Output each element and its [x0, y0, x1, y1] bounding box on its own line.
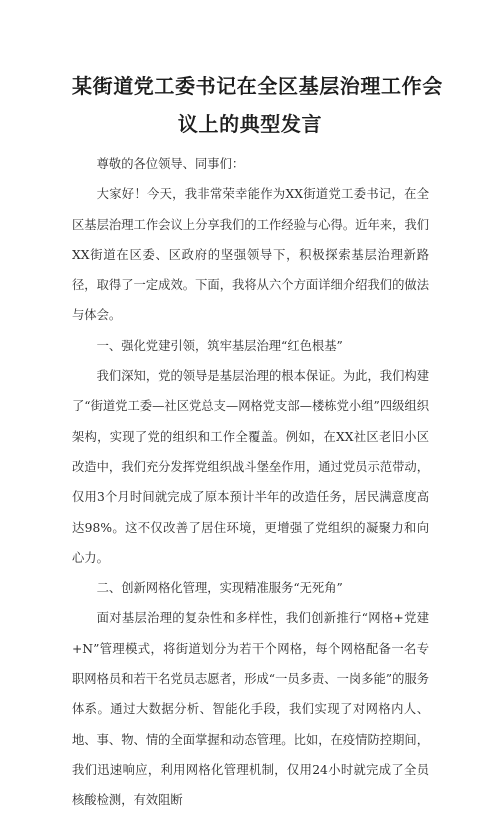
- document-body: [72, 149, 429, 816]
- section-1-paragraph: 我们深知，党的领导是基层治理的根本保证。为此，我们构建了“街道党工委—社区党总支—网格党支部—楼栋党小组”四级组织架构，实现了党的组织和工作全覆盖。例如，在XX社区老旧小区改造中，我们充分发挥党组织战斗堡垒作用，通过党员示范带动，仅用3个月时间就完成了原本预计半年的改造任务，居民满意度高达98%。这不仅改善了居住环境，更增强了党组织的凝聚力和向心力。: [72, 369, 429, 565]
- salutation-paragraph: 尊敬的各位领导、同事们：: [96, 157, 245, 171]
- intro-paragraph: 大家好！今天，我非常荣幸能作为XX街道党工委书记，在全区基层治理工作会议上分享我们的工作经验与心得。近年来，我们XX街道在区委、区政府的坚强领导下，积极探索基层治理新路径，取得了一定成效。下面，我将从六个方面详细介绍我们的做法与体会。: [72, 187, 429, 323]
- document-title-line-1: 某街道党工委书记在全区基层治理工作会: [72, 74, 443, 98]
- section-2-paragraph: 面对基层治理的复杂性和多样性，我们创新推行“网格+党建+N”管理模式，将街道划分为若干个网格，每个网格配备一名专职网格员和若干名党员志愿者，形成“一员多责、一岗多能”的服务体系。通过大数据分析、智能化手段，我们实现了对网格内人、地、事、物、情的全面掌握和动态管理。比如，在疫情防控期间，我们迅速响应，利用网格化管理机制，仅用24小时就完成了全员核酸检测，有效阻断: [72, 611, 429, 808]
- section-heading-2: 二、创新网格化管理，实现精准服务“无死角”: [96, 581, 343, 596]
- document-title-line-2: 议上的典型发言: [177, 112, 323, 136]
- section-heading-1: 一、强化党建引领，筑牢基层治理“红色根基”: [96, 338, 343, 353]
